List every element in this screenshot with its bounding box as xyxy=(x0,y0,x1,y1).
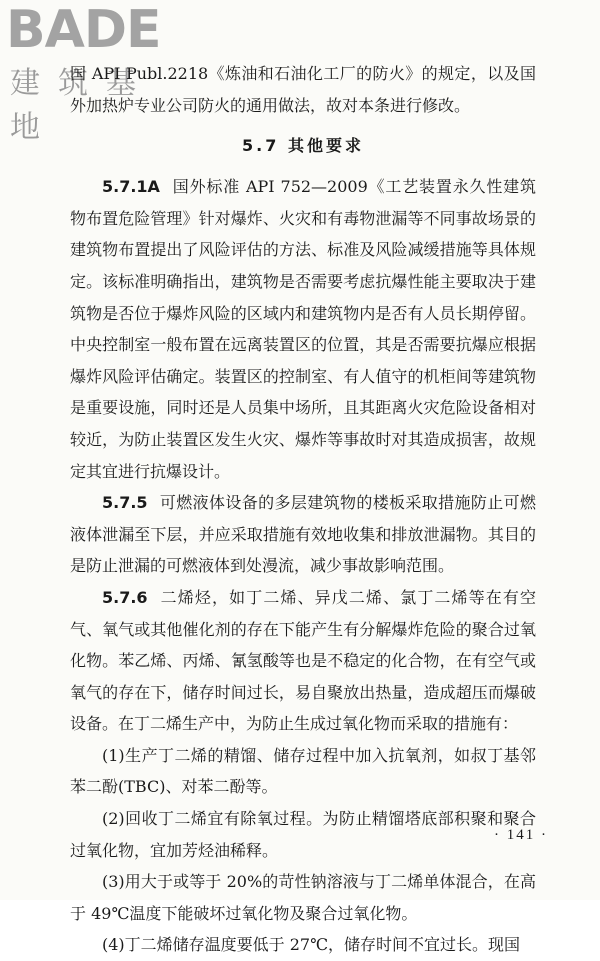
measure-item: (1)生产丁二烯的精馏、储存过程中加入抗氧剂，如叔丁基邻苯二酚(TBC)、对苯二酚等。 xyxy=(70,745,536,797)
clause-5-7-6 xyxy=(70,582,536,740)
page-body xyxy=(70,58,536,961)
clause-text: 二烯烃，如丁二烯、异戊二烯、氯丁二烯等在有空气、氧气或其他催化剂的存在下能产生有分解爆炸危险的聚合过氧化物。苯乙烯、丙烯、氰氢酸等也是不稳定的化合物，在有空气或氧气的存在下，储存时间过长，易自聚放出热量，造成超压而爆破设备。在丁二烯生产中，为防止生成过氧化物而采取的措施有： xyxy=(70,587,536,734)
clause-number: 5.7.5 xyxy=(102,493,148,513)
clause-5-7-1a xyxy=(70,171,536,487)
clause-number: 5.7.6 xyxy=(102,587,148,607)
clause-text: 国外标准 API 752—2009《工艺装置永久性建筑物布置危险管理》针对爆炸、火灾和有毒物泄漏等不同事故场景的建筑物布置提出了风险评估的方法、标准及风险减缓措施等具体规定。该标准明确指出，建筑物是否需要考虑抗爆性能主要取决于建筑物是否位于爆炸风险的区域内和建筑物内是否有人员长期停留。中央控制室一般布置在远离装置区的位置，其是否需要抗爆应根据爆炸风险评估确定。装置区的控制室、有人值守的机柜间等建筑物是重要设施，同时还是人员集中场所，且其距离火灾危险设备相对较近，为防止装置区发生火灾、爆炸等事故时对其造成损害，故规定其宜进行抗爆设计。 xyxy=(70,177,536,481)
page-number: · 141 · xyxy=(494,827,548,843)
watermark-latin: BADE xyxy=(6,0,161,60)
clause-5-7-5 xyxy=(70,487,536,582)
measure-item: (3)用大于或等于 20%的苛性钠溶液与丁二烯单体混合，在高于 49℃温度下能破坏过氧化物及聚合过氧化物。 xyxy=(70,872,536,923)
measure-item: (4)丁二烯储存温度要低于 27℃，储存时间不宜过长。现国 xyxy=(102,935,521,955)
watermark-cjk: 建筑基地 xyxy=(10,66,154,145)
intro-paragraph: 国 API Publ.2218《炼油和石油化工厂的防火》的规定，以及国外加热炉专业公司防火的通用做法，故对本条进行修改。 xyxy=(70,64,536,115)
measure-item: (2)回收丁二烯宜有除氧过程。为防止精馏塔底部积聚和聚合过氧化物，宜加芳烃油稀释。 xyxy=(70,809,536,860)
clause-number: 5.7.1A xyxy=(102,177,160,197)
clause-text: 可燃液体设备的多层建筑物的楼板采取措施防止可燃液体泄漏至下层，并应采取措施有效地收集和排放泄漏物。其目的是防止泄漏的可燃液体到处漫流，减少事故影响范围。 xyxy=(70,493,536,576)
section-title: 5.7 其他要求 xyxy=(242,136,364,156)
